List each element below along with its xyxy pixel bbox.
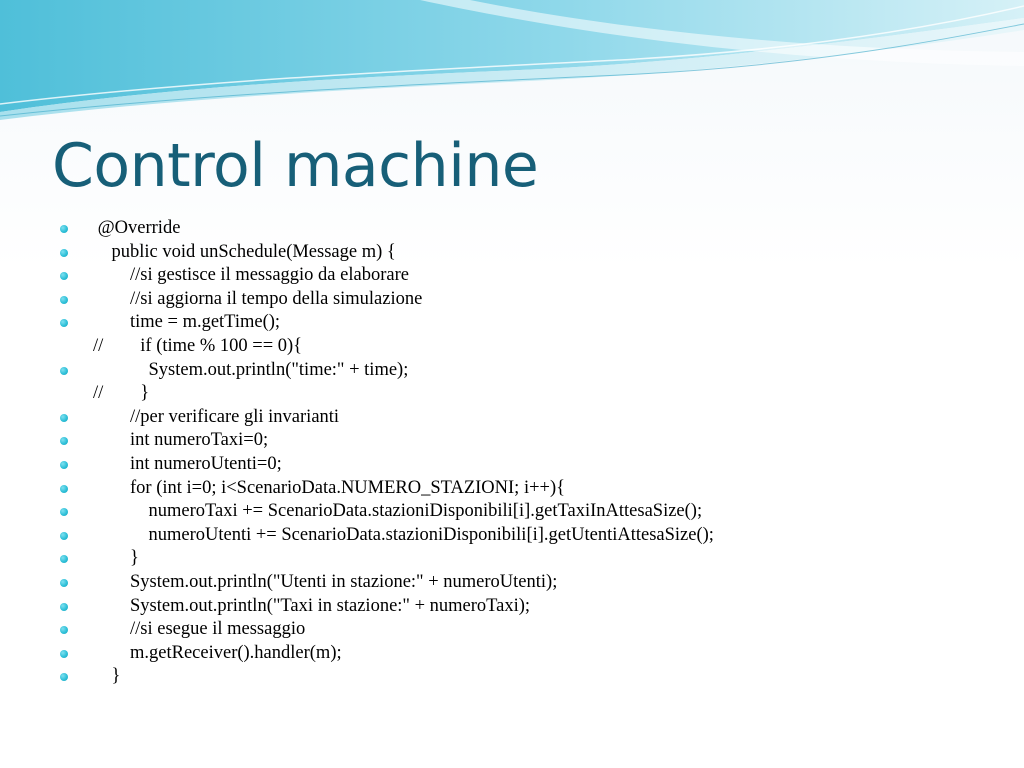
header-wave-decoration xyxy=(0,0,1024,130)
bullet-marker-icon xyxy=(60,603,68,611)
bullet-marker-icon xyxy=(60,225,68,233)
bullet-marker-icon xyxy=(60,296,68,304)
code-text: } xyxy=(93,666,121,687)
code-text: public void unSchedule(Message m) { xyxy=(93,241,396,262)
code-text: numeroUtenti += ScenarioData.stazioniDisponibili[i].getUtentiAttesaSize(); xyxy=(93,524,714,545)
code-text: System.out.println("Taxi in stazione:" + numeroTaxi); xyxy=(93,595,531,616)
code-text: for (int i=0; i<ScenarioData.NUMERO_STAZIONI; i++){ xyxy=(93,477,565,498)
code-text: numeroTaxi += ScenarioData.stazioniDisponibili[i].getTaxiInAttesaSize(); xyxy=(93,501,703,522)
bullet-marker-icon xyxy=(60,673,68,681)
slide-title: Control machine xyxy=(52,131,539,201)
code-text: //si esegue il messaggio xyxy=(93,619,306,640)
code-text: int numeroUtenti=0; xyxy=(93,453,282,474)
bullet-marker-icon xyxy=(60,414,68,422)
bullet-marker-icon xyxy=(60,319,68,327)
bullet-marker-icon xyxy=(60,555,68,563)
code-text: //si gestisce il messaggio da elaborare xyxy=(93,265,409,286)
code-text: //si aggiorna il tempo della simulazione xyxy=(93,288,423,309)
code-text: // if (time % 100 == 0){ xyxy=(93,335,303,356)
bullet-marker-icon xyxy=(60,485,68,493)
code-text: // } xyxy=(93,383,150,404)
bullet-marker-icon xyxy=(60,579,68,587)
code-text: System.out.println("time:" + time); xyxy=(93,359,409,380)
code-text: int numeroTaxi=0; xyxy=(93,430,269,451)
bullet-marker-icon xyxy=(60,367,68,375)
bullet-marker-icon xyxy=(60,508,68,516)
code-text: time = m.getTime(); xyxy=(93,312,281,333)
code-text: m.getReceiver().handler(m); xyxy=(93,642,342,663)
bullet-marker-icon xyxy=(60,249,68,257)
code-text: //per verificare gli invarianti xyxy=(93,406,340,427)
bullet-marker-icon xyxy=(60,461,68,469)
bullet-marker-icon xyxy=(60,650,68,658)
bullet-marker-icon xyxy=(60,626,68,634)
code-text: } xyxy=(93,548,139,569)
bullet-marker-icon xyxy=(60,437,68,445)
bullet-marker-icon xyxy=(60,532,68,540)
code-text: System.out.println("Utenti in stazione:" + numeroUtenti); xyxy=(93,571,558,592)
code-text: @Override xyxy=(93,218,181,238)
bullet-marker-icon xyxy=(60,272,68,280)
